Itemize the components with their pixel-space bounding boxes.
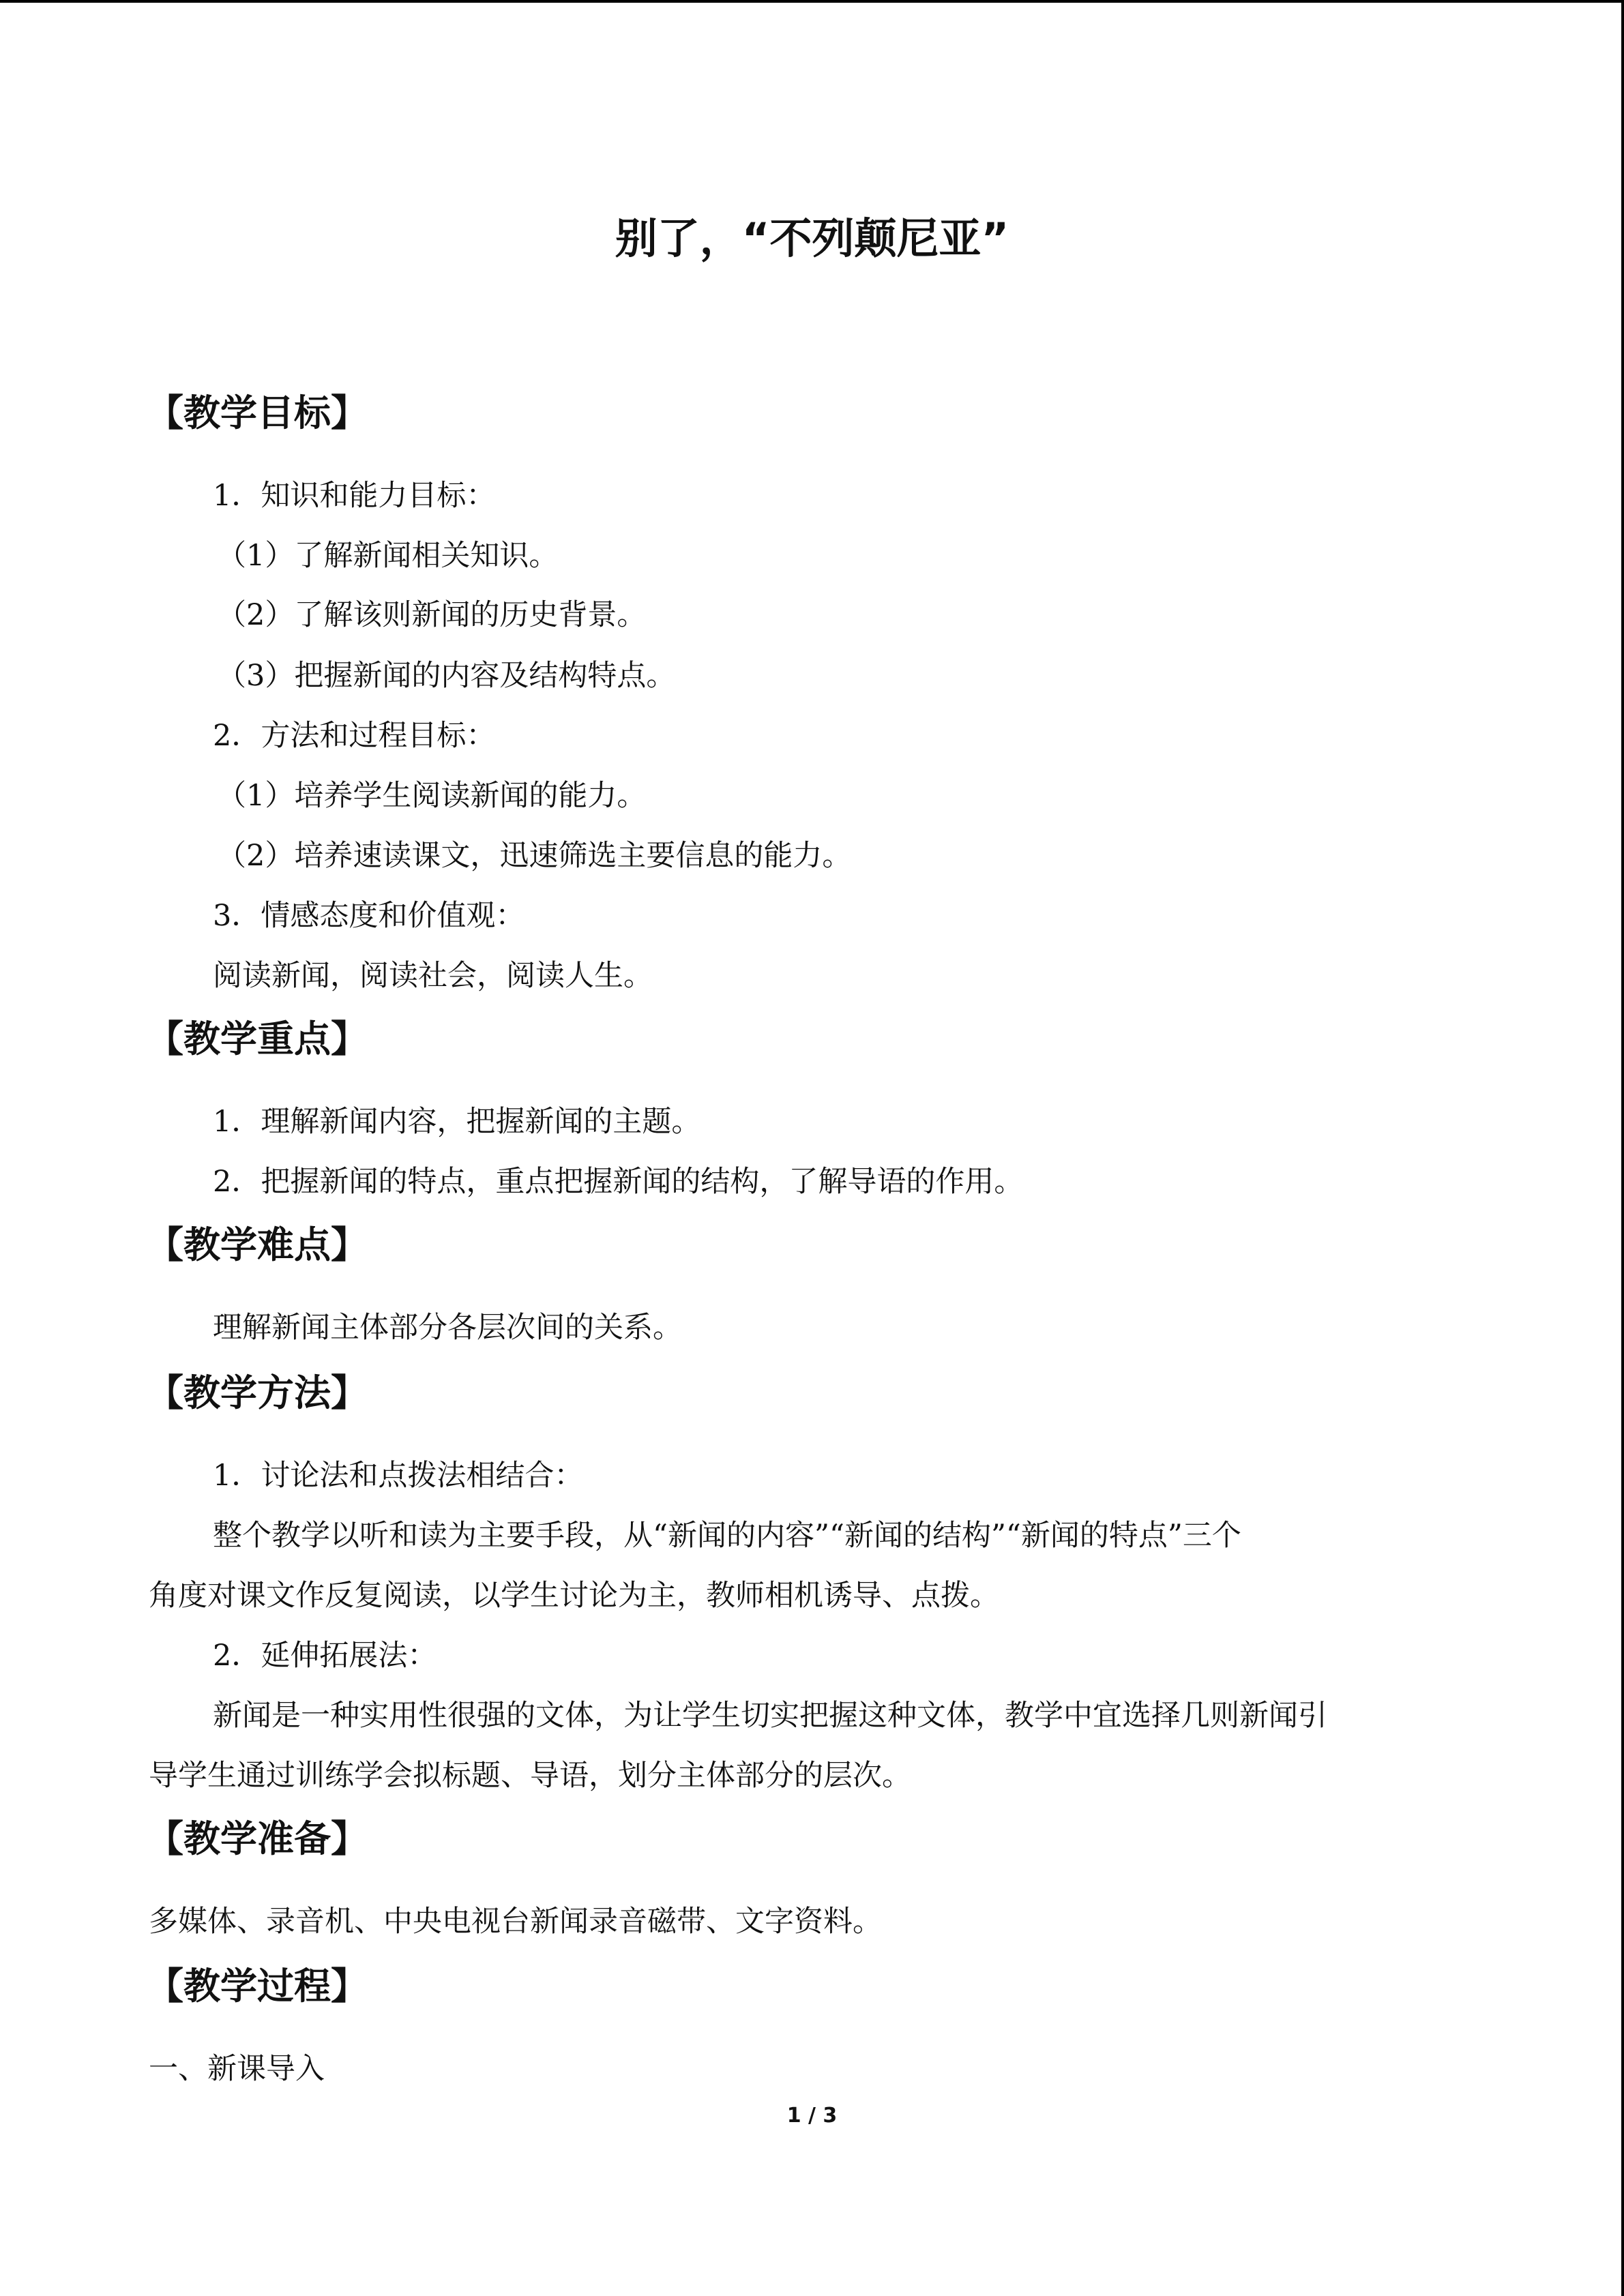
objectives-line: 2．方法和过程目标： — [213, 719, 496, 753]
difficulties-line: 理解新闻主体部分各层次间的关系。 — [213, 1311, 682, 1345]
document-title: 别了，“不列颠尼亚” — [615, 213, 1009, 263]
page-right-border — [1621, 0, 1624, 2296]
key-points-line: 1．理解新闻内容，把握新闻的主题。 — [213, 1105, 701, 1139]
preparation-line: 多媒体、录音机、中央电视台新闻录音磁带、文字资料。 — [149, 1905, 882, 1939]
methods-paragraph-line: 整个教学以听和读为主要手段，从“新闻的内容”“新闻的结构”“新闻的特点”三个 — [213, 1519, 1241, 1553]
methods-paragraph-line: 新闻是一种实用性很强的文体，为让学生切实把握这种文体，教学中宜选择几则新闻引 — [213, 1699, 1327, 1733]
objectives-line: 3．情感态度和价值观： — [213, 899, 525, 933]
objectives-line: 1．知识和能力目标： — [213, 479, 496, 513]
process-line: 一、新课导入 — [149, 2052, 325, 2086]
section-heading-methods: 【教学方法】 — [147, 1371, 368, 1414]
objectives-line: （2）培养速读课文，迅速筛选主要信息的能力。 — [217, 839, 852, 873]
methods-line: 2．延伸拓展法： — [213, 1639, 437, 1673]
section-heading-key-points: 【教学重点】 — [147, 1017, 368, 1060]
methods-paragraph-line: 导学生通过训练学会拟标题、导语，划分主体部分的层次。 — [149, 1759, 911, 1793]
page-top-border — [0, 0, 1624, 3]
objectives-line: （3）把握新闻的内容及结构特点。 — [217, 659, 676, 693]
methods-paragraph-line: 角度对课文作反复阅读，以学生讨论为主，教师相机诱导、点拨。 — [149, 1579, 999, 1613]
methods-line: 1．讨论法和点拨法相结合： — [213, 1459, 584, 1493]
objectives-line: （1）培养学生阅读新闻的能力。 — [217, 779, 647, 813]
objectives-line: 阅读新闻，阅读社会，阅读人生。 — [213, 959, 653, 993]
section-heading-preparation: 【教学准备】 — [147, 1817, 368, 1860]
objectives-line: （2）了解该则新闻的历史背景。 — [217, 598, 647, 632]
key-points-line: 2．把握新闻的特点，重点把握新闻的结构，了解导语的作用。 — [213, 1165, 1024, 1199]
section-heading-difficulties: 【教学难点】 — [147, 1223, 368, 1266]
objectives-line: （1）了解新闻相关知识。 — [217, 539, 559, 573]
section-heading-process: 【教学过程】 — [147, 1965, 368, 2008]
page-number: 1 / 3 — [786, 2104, 838, 2128]
section-heading-objectives: 【教学目标】 — [147, 391, 368, 434]
